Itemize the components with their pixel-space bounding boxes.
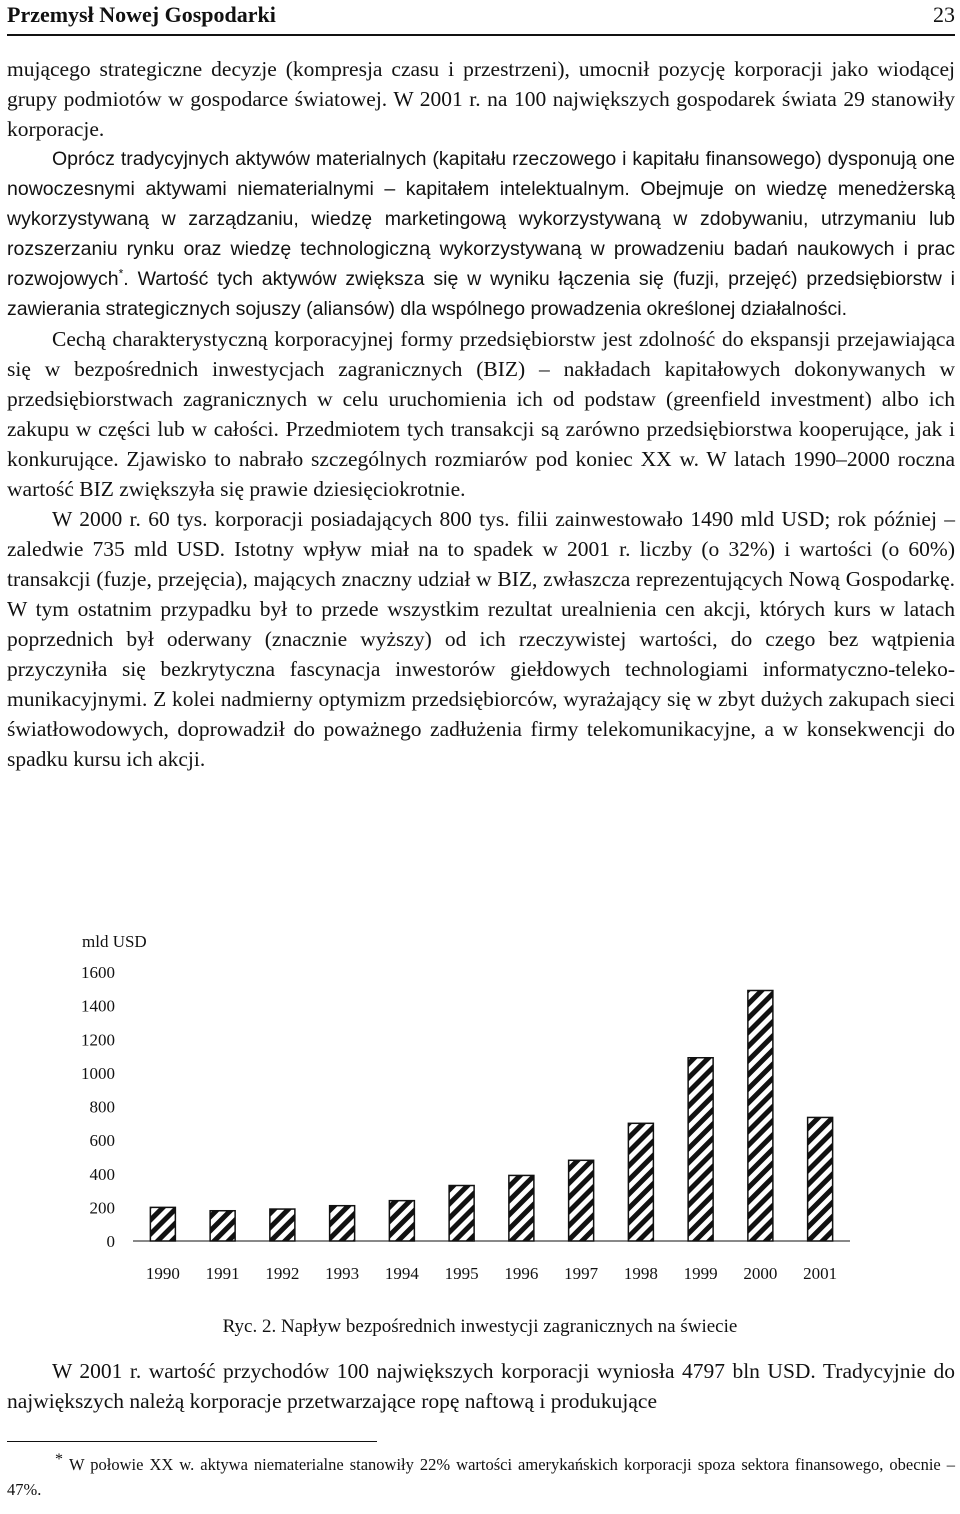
- paragraph-5: W 2001 r. wartość przychodów 100 największych korporacji wyniosła 4797 bln USD. Tradycyjnie do największych należą korporacje przetwarzające ropę naftową i produkujące: [7, 1359, 955, 1413]
- bar-1996: [509, 1175, 534, 1241]
- footnote-mark: *: [55, 1451, 63, 1468]
- paragraph-2-part-a: Oprócz tradycyjnych aktywów materialnych (kapitału rzeczowego i kapitału finansowego) dysponują one nowoczesnymi aktywami niematerialnymi – kapitałem intelektualnym. Obejmuje on wiedzę menedżerską wykorzystywaną w zarządzaniu, wiedzę marketingową wykorzystywaną w zdobywaniu, utrzymaniu lub rozszerzaniu rynku oraz wiedzę technologiczną wykorzystywaną w prowadzeniu badań naukowych i prac rozwojowych: [7, 148, 955, 290]
- footnote-text: W połowie XX w. aktywa niematerialne stanowiły 22% wartości amerykańskich korporacji spoza sektora finansowego, obecnie – 47%.: [7, 1455, 955, 1499]
- paragraph-4: W 2000 r. 60 tys. korporacji posiadających 800 tys. filii zainwestowało 1490 mld USD; rok później – zaledwie 735 mld USD. Istotny wpływ miał na to spadek w 2001 r. liczby (o 32%) i wartości (o 60%) transakcji (fuzje, przejęcia), mających znaczny udział w BIZ, zwłaszcza reprezentujących Nową Gospodarkę. W tym ostatnim przypadku był to przede wszystkim rezultat urealnienia cen akcji, których kurs w latach poprzednich był oderwany (znacznie wyższy) od ich rzeczywistej wartości, do czego bez wątpienia przyczyniła się bezkrytyczna fascynacja inwestorów giełdowych technologiami informatyczno-teleko-munikacyjnymi. Z kolei nadmierny optymizm przedsiębiorców, wyrażający się w zbyt dużych zakupach sieci światłowodowych, doprowadził do poważnego zadłużenia firmy telekomunikacyjne, a w konsekwencji do spadku kursu ich akcji.: [7, 507, 955, 771]
- bar-1997: [569, 1160, 594, 1241]
- bar-1992: [270, 1209, 295, 1241]
- x-tick-label: 1991: [205, 1264, 240, 1283]
- paragraph-2-part-b: . Wartość tych aktywów zwiększa się w wyniku łączenia się (fuzji, przejęć) przedsiębiorstw i zawierania strategicznych sojuszy (aliansów) dla wspólnego prowadzenia określonej działalności.: [7, 268, 955, 320]
- x-tick-label: 2000: [743, 1264, 778, 1283]
- running-title: Przemysł Nowej Gospodarki: [7, 2, 276, 27]
- x-tick-label: 1997: [564, 1264, 599, 1283]
- paragraph-3: Cechą charakterystyczną korporacyjnej formy przedsiębiorstw jest zdolność do ekspansji przejawiająca się w bezpośrednich inwestycjach zagranicznych (BIZ) – nakładach kapitałowych dokonywanych w przedsiębiorstwach zagranicznych w celu uruchomienia ich od podstaw (greenfield investment) albo ich zakupu w części lub w całości. Przedmiotem tych transakcji są zarówno przedsiębiorstwa kooperujące, jak i konkurujące. Zjawisko to nabrało szczególnych rozmiarów pod koniec XX w. W latach 1990–2000 roczna wartość BIZ zwiększyła się prawie dziesięciokrotnie.: [7, 327, 955, 501]
- y-tick-label: 600: [89, 1131, 115, 1151]
- x-tick-label: 1992: [265, 1264, 300, 1283]
- paragraph-1: mującego strategiczne decyzje (kompresja czasu i przestrzeni), umocnił pozycję korporacji jako wiodącej grupy podmiotów w gospodarce światowej. W 2001 r. na 100 największych gospodarek świata 29 stanowiły korporacje.: [7, 57, 955, 141]
- x-tick-label: 1990: [145, 1264, 180, 1283]
- y-tick-label: 0: [106, 1232, 115, 1251]
- body-text-upper: [7, 54, 955, 774]
- bar-1991: [210, 1211, 235, 1241]
- body-text-lower: [7, 1356, 955, 1416]
- x-tick-label: 1996: [504, 1264, 539, 1283]
- y-axis-label: mld USD: [82, 932, 147, 951]
- bar-1995: [449, 1186, 474, 1241]
- bar-1990: [150, 1207, 175, 1241]
- y-tick-label: 1400: [81, 996, 115, 1016]
- page-header: [7, 0, 955, 36]
- footnote: [7, 1447, 955, 1502]
- paragraph-2: [7, 144, 955, 324]
- bar-1998: [628, 1123, 653, 1241]
- x-tick-label: 1998: [623, 1264, 658, 1283]
- x-tick-label: 2001: [803, 1264, 838, 1283]
- bar-2001: [808, 1117, 833, 1241]
- bar-1994: [389, 1201, 414, 1241]
- footnote-separator: [7, 1441, 377, 1442]
- chart-svg: [60, 925, 860, 1290]
- footnote-reference: *: [118, 266, 124, 281]
- x-tick-label: 1993: [325, 1264, 360, 1283]
- y-tick-label: 800: [89, 1097, 115, 1117]
- y-tick-label: 400: [89, 1164, 115, 1184]
- x-tick-label: 1994: [384, 1264, 419, 1283]
- y-tick-label: 1200: [81, 1030, 115, 1050]
- x-tick-label: 1995: [444, 1264, 479, 1283]
- x-tick-label: 1999: [683, 1264, 718, 1283]
- bar-2000: [748, 990, 773, 1241]
- y-tick-label: 1600: [81, 963, 115, 982]
- y-tick-label: 200: [89, 1198, 115, 1218]
- figure-caption: Ryc. 2. Napływ bezpośrednich inwestycji zagranicznych na świecie: [222, 1316, 738, 1337]
- fdi-bar-chart: [60, 925, 860, 1290]
- page-number: 23: [933, 2, 955, 27]
- y-tick-label: 1000: [81, 1063, 115, 1083]
- bar-1993: [330, 1206, 355, 1241]
- bar-1999: [688, 1058, 713, 1241]
